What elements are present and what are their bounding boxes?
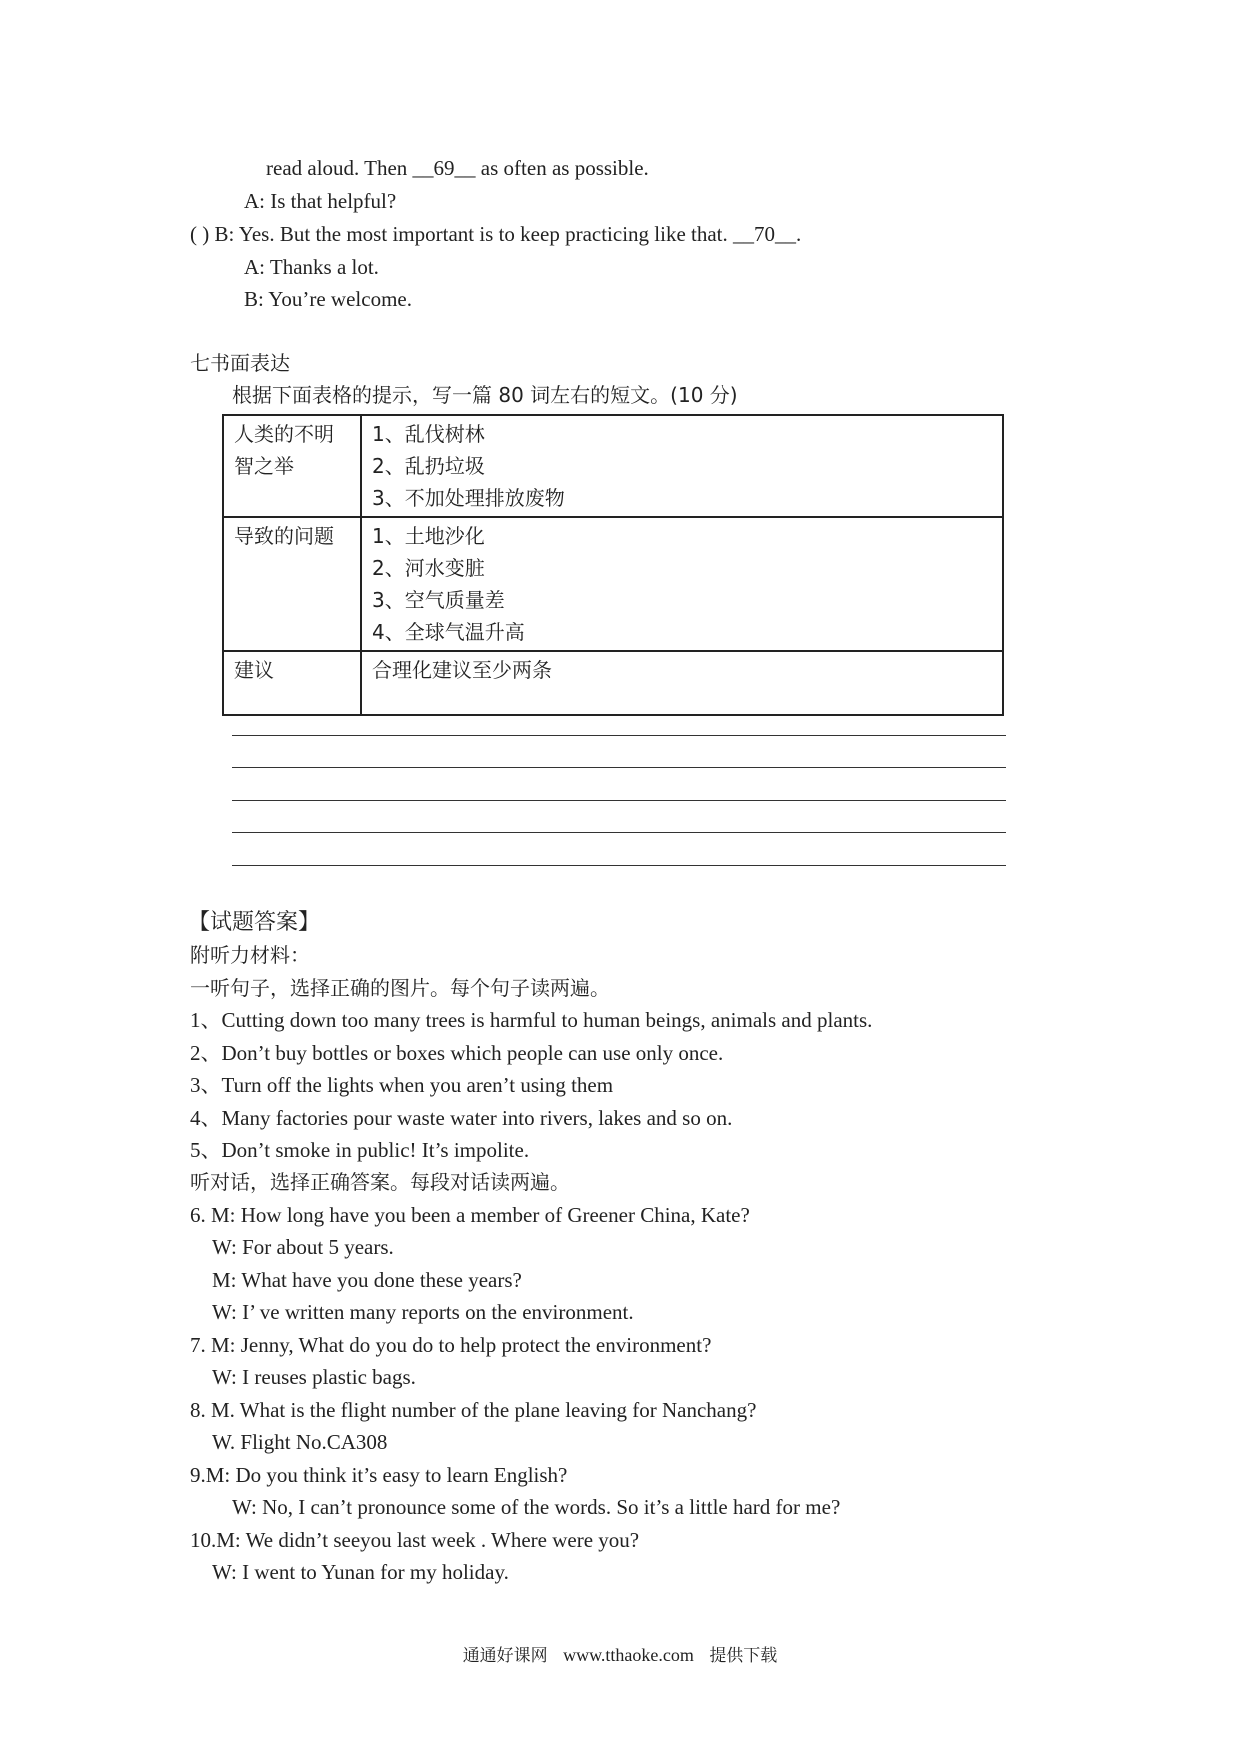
table-item: 1、乱伐树林	[372, 422, 485, 446]
table-item: 1、土地沙化	[372, 524, 485, 548]
dialogue-line: 6. M: How long have you been a member of Greener China, Kate?	[190, 1203, 750, 1227]
writing-line[interactable]	[232, 800, 1006, 801]
table-content-cell	[361, 415, 1003, 517]
dialogue-line: W: For about 5 years.	[212, 1235, 394, 1259]
dialogue-line: read aloud. Then __69__ as often as possible.	[266, 156, 649, 180]
listening-sentence: 5、Don’t smoke in public! It’s impolite.	[190, 1138, 530, 1162]
writing-line[interactable]	[232, 767, 1006, 768]
table-content-cell	[361, 517, 1003, 651]
table-row	[223, 415, 1003, 517]
dialogue-line: 9.M: Do you think it’s easy to learn English?	[190, 1463, 568, 1487]
writing-line[interactable]	[232, 865, 1006, 866]
page-footer	[0, 1641, 1240, 1666]
dialogue-line: W: No, I can’t pronounce some of the words. So it’s a little hard for me?	[232, 1495, 841, 1519]
listening-sentence: 3、Turn off the lights when you aren’t using them	[190, 1073, 614, 1097]
table-row	[223, 651, 1003, 715]
dialogue-line: 8. M. What is the flight number of the plane leaving for Nanchang?	[190, 1398, 757, 1422]
part-instruction: 一听句子，选择正确的图片。每个句子读两遍。	[190, 976, 610, 1000]
table-label-cell: 导致的问题	[223, 517, 361, 651]
answers-heading: 【试题答案】	[188, 910, 321, 935]
table-content-cell	[361, 651, 1003, 715]
dialogue-line: B: You’re welcome.	[244, 287, 412, 311]
dialogue-line: M: What have you done these years?	[212, 1268, 522, 1292]
dialogue-line: A: Is that helpful?	[244, 189, 397, 213]
dialogue-line: A: Thanks a lot.	[244, 255, 379, 279]
table-item: 3、空气质量差	[372, 588, 505, 612]
answers-subheading: 附听力材料：	[190, 943, 310, 967]
footer-url[interactable]: www.tthaoke.com	[563, 1645, 694, 1665]
table-item: 2、河水变脏	[372, 556, 485, 580]
prompt-table	[222, 414, 1004, 716]
dialogue-line: W: I reuses plastic bags.	[212, 1365, 416, 1389]
table-item: 2、乱扔垃圾	[372, 454, 485, 478]
writing-line[interactable]	[232, 735, 1006, 736]
table-label-cell: 建议	[223, 651, 361, 715]
section-title: 七书面表达	[190, 351, 290, 375]
listening-sentence: 4、Many factories pour waste water into rivers, lakes and so on.	[190, 1106, 733, 1130]
dialogue-line: 10.M: We didn’t seeyou last week . Where were you?	[190, 1528, 640, 1552]
footer-site-name: 通通好课网	[462, 1646, 548, 1666]
writing-instruction: 根据下面表格的提示，写一篇 80 词左右的短文。(10 分)	[232, 383, 738, 407]
part-instruction: 听对话，选择正确答案。每段对话读两遍。	[190, 1170, 570, 1194]
dialogue-line: W. Flight No.CA308	[212, 1430, 388, 1454]
listening-sentence: 2、Don’t buy bottles or boxes which people can use only once.	[190, 1041, 724, 1065]
table-label-cell: 人类的不明智之举	[223, 415, 361, 517]
table-item: 合理化建议至少两条	[372, 658, 552, 682]
table-item: 3、不加处理排放废物	[372, 486, 565, 510]
table-row	[223, 517, 1003, 651]
writing-line[interactable]	[232, 832, 1006, 833]
table-item: 4、全球气温升高	[372, 620, 525, 644]
footer-note: 提供下载	[709, 1646, 778, 1666]
dialogue-line: W: I’ ve written many reports on the environment.	[212, 1300, 634, 1324]
dialogue-line: ( ) B: Yes. But the most important is to keep practicing like that. __70__.	[190, 222, 802, 246]
dialogue-line: 7. M: Jenny, What do you do to help protect the environment?	[190, 1333, 712, 1357]
listening-sentence: 1、Cutting down too many trees is harmful to human beings, animals and plants.	[190, 1008, 873, 1032]
dialogue-line: W: I went to Yunan for my holiday.	[212, 1560, 509, 1584]
